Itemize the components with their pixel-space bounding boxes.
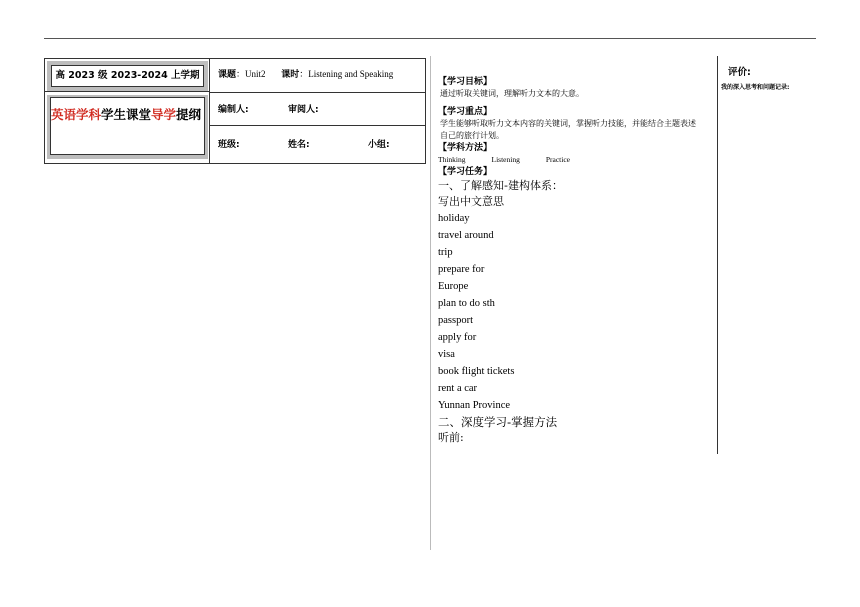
word-yunnan: Yunnan Province [438,400,511,411]
goal-text: 通过听取关键词，理解听力文本的大意。 [440,89,584,98]
title-part3: 导学 [151,107,177,122]
method-thinking: Thinking [438,155,466,164]
section-1-heading: 一、了解感知-建构体系： [438,179,563,192]
word-passport: passport [438,315,473,326]
header-left [45,59,210,163]
task-label: 【学习任务】 [438,167,493,177]
topic-value: ：Unit2 [236,69,266,79]
word-plan-to-do: plan to do sth [438,298,495,309]
main-content [438,76,708,446]
doc-title [50,97,205,155]
class-label: 班级: [218,140,240,150]
header-table [44,58,426,164]
prelisten-label: 听前: [438,431,464,444]
period-label: 课时 [281,70,300,80]
instruction-text: 写出中文意思 [438,195,504,208]
word-prepare-for: prepare for [438,264,485,275]
section-2-heading: 二、深度学习-掌握方法 [438,415,558,429]
word-apply-for: apply for [438,332,477,343]
goal-label: 【学习目标】 [438,77,493,87]
method-label: 【学科方法】 [438,143,493,153]
title-part1: 英语学科 [51,107,102,122]
method-list [438,154,708,166]
editor-row [210,93,425,126]
topic-row [210,59,425,93]
editor-label: 编制人: [218,105,249,115]
word-europe: Europe [438,281,469,292]
divider [45,91,210,92]
word-travel-around: travel around [438,230,494,241]
word-visa: visa [438,349,455,360]
evaluation-note: 我的深入思考和问题记录: [721,84,790,91]
column-divider [430,56,431,550]
group-label: 小组: [368,140,390,150]
grade-label: 高 2023 级 2023-2024 上学期 [51,65,204,87]
word-book-flight: book flight tickets [438,366,515,377]
method-listening: Listening [491,155,520,164]
word-trip: trip [438,247,453,258]
title-part2: 学生课堂 [101,107,152,122]
header-right [210,59,425,163]
student-row [210,126,425,163]
topic-label: 课题 [218,70,237,80]
evaluation-title: 评价: [728,67,751,78]
name-label: 姓名: [288,140,310,150]
focus-label: 【学习重点】 [438,107,493,117]
word-rent-car: rent a car [438,383,478,394]
evaluation-divider [717,56,718,454]
top-rule [44,38,816,39]
word-holiday: holiday [438,213,470,224]
reviewer-label: 审阅人: [288,105,319,115]
period-value: ：Listening and Speaking [299,69,394,79]
title-part4: 提纲 [176,107,202,122]
method-practice: Practice [545,155,570,164]
focus-text: 学生能够听取听力文本内容的关键词，掌握听力技能，并能结合主题表述自己的旅行计划。 [440,119,696,140]
